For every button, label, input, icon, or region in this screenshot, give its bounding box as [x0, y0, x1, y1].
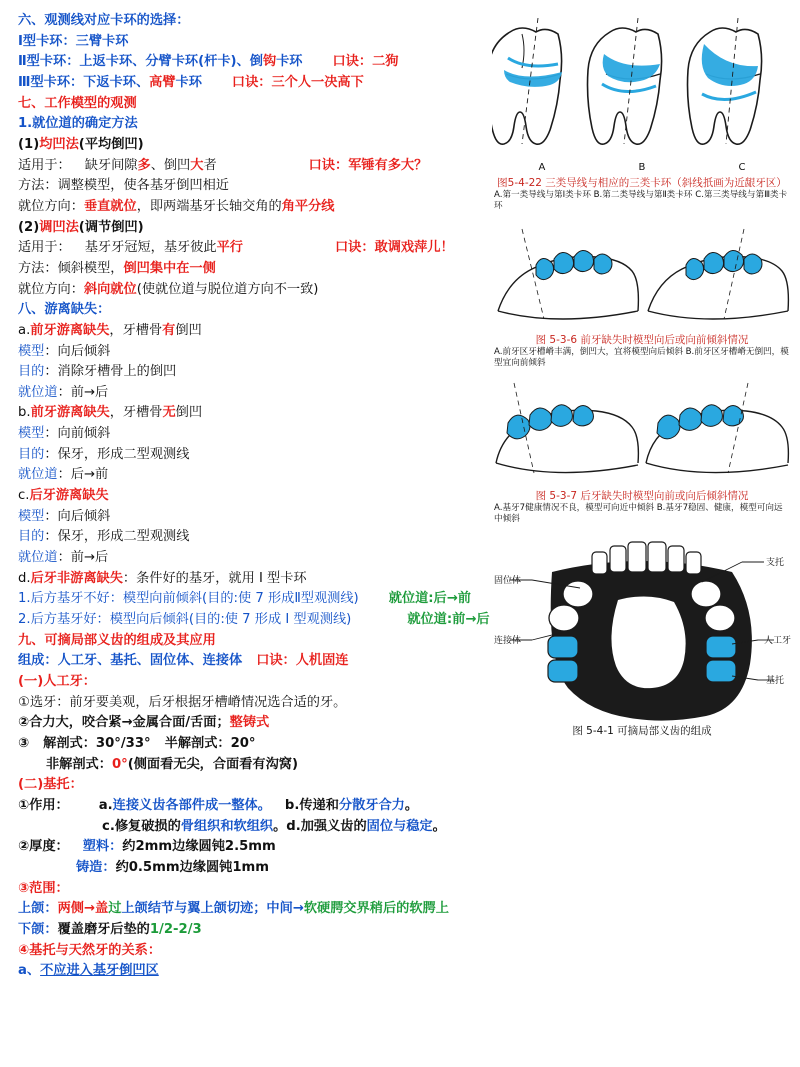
- item-2-text: ②合力大，咬合紧→金属合面/舌面；: [18, 715, 230, 731]
- lower-c: 1/2-2/3: [149, 921, 202, 937]
- sub-9-2-upper: [18, 900, 488, 917]
- rel-a-text: 不应进入基牙倒凹区: [40, 963, 159, 979]
- case-b-goal-text: ：保牙，形成二型观测线: [44, 446, 190, 462]
- section-9-components: [18, 652, 488, 669]
- case-a-model: [18, 343, 488, 360]
- sub-9-2-item-2b: [18, 859, 488, 876]
- item-4-note: (侧面看无尖，合面看有沟窝): [127, 756, 299, 772]
- section-7-sub-1: 1.就位道的确定方法: [18, 116, 138, 132]
- case-d-item-2: [18, 611, 488, 628]
- method-1-apply: [18, 157, 488, 174]
- components-mnemonic: 人机固连: [295, 653, 349, 669]
- figure-5-4-22-image: [492, 14, 792, 164]
- method-1-num: (1): [18, 136, 40, 152]
- figure-5-4-22-sub: A.第一类导线与第Ⅰ类卡环 B.第二类导线与第Ⅱ类卡环 C.第三类导线与第Ⅲ类卡环: [494, 190, 788, 212]
- method-text-2a: 倾斜模型，: [57, 260, 124, 276]
- case-a-has: 有: [162, 322, 176, 338]
- thickness-cast-value: 0.5mm: [128, 859, 180, 875]
- case-c-goal: [18, 528, 488, 545]
- apply-1d: 大: [190, 157, 204, 173]
- apply-1e: 者: [203, 157, 217, 173]
- upper-b: 过: [108, 901, 122, 917]
- dir-1a: 垂直就位: [83, 198, 137, 214]
- figure-5-4-22: [492, 14, 792, 213]
- func-a-num: a.: [98, 797, 113, 813]
- case-c-num: c.: [18, 488, 30, 504]
- clasp-type-3-b: 高臂: [149, 74, 176, 90]
- figure-5-4-1-caption: 图 5-4-1 可摘局部义齿的组成: [572, 724, 712, 737]
- text-column: [18, 12, 488, 979]
- thickness-cast-about: 约: [115, 859, 129, 875]
- mnemonic-label-2: 口诀：: [332, 54, 373, 70]
- figure-5-3-6-image: [492, 223, 792, 333]
- dir-label-1: 就位方向：: [18, 198, 84, 214]
- item-2-highlight: 整铸式: [229, 715, 270, 731]
- item-4-label: 非解剖式：: [46, 756, 112, 772]
- figure-5-3-7-caption: 图 5-3-7 后牙缺失时模型向前或向后倾斜情况: [535, 490, 749, 503]
- dir-1c: 角平分线: [281, 198, 335, 214]
- case-a-mid: ，牙槽骨: [109, 322, 163, 338]
- sub-9-2-item-2: [18, 838, 488, 855]
- thickness-resin-label: 塑料：: [82, 839, 123, 855]
- figure-5-4-22-caption: 图5-4-22 三类导线与相应的三类卡环（斜线扺画为近龈牙区）: [497, 177, 787, 189]
- thickness-resin-edge-value: 2.5mm: [224, 839, 276, 855]
- sub-9-2-lower: [18, 921, 488, 938]
- thickness-resin-edge: 边缘圆钝: [172, 839, 225, 855]
- lower-label: 下颌：: [18, 921, 58, 937]
- case-d-name: 后牙非游离缺失: [30, 570, 123, 586]
- sub-9-2-title: (二)基托：: [18, 777, 83, 793]
- sub-9-2-item-1b: [18, 818, 488, 835]
- case-b-path: [18, 466, 488, 483]
- figure-5-3-6-sub: A.前牙区牙槽嵴丰满，倒凹大，宜将模型向后倾斜 B.前牙区牙槽嵴无倒凹，模型宜向前倾斜: [494, 346, 789, 368]
- figure-5-3-6-caption: 图 5-3-6 前牙缺失时模型向后或向前倾斜情况: [535, 333, 749, 346]
- components-mnemonic-label: 口诀：: [256, 653, 296, 669]
- case-a-name: 前牙游离缺失: [30, 322, 110, 338]
- section-7-title: 七、工作模型的观测: [18, 95, 137, 111]
- case-b-num: b.: [18, 405, 31, 421]
- sub-9-2-item-3: ③范围：: [18, 880, 69, 896]
- case-b-name: 前牙游离缺失: [30, 405, 110, 421]
- clasp-type-1: Ⅰ型卡环：三臂卡环: [18, 33, 129, 49]
- label-artificial-tooth: 人工牙: [764, 635, 792, 646]
- label-rest: 支托: [766, 557, 785, 568]
- thickness-label: ②厚度：: [18, 839, 69, 855]
- func-d-text: 加强义齿的: [300, 818, 367, 834]
- figure-column: [492, 14, 792, 748]
- figure-5-4-1: [492, 536, 792, 738]
- func-c-highlight: 骨组织和软组织: [180, 818, 274, 834]
- case-c-path-label: 就位道: [18, 550, 58, 566]
- case-b-goal-label: 目的: [18, 446, 45, 462]
- case-a-goal-text: ：消除牙槽骨上的倒凹: [44, 364, 177, 380]
- apply-1c: 、倒凹: [150, 157, 191, 173]
- sub-9-1-title: (一)人工牙：: [18, 674, 96, 689]
- apply-1a: 缺牙间隙: [84, 157, 138, 173]
- sub-9-1-item-1: ①选牙：前牙要美观，后牙根据牙槽嵴情况选合适的牙。: [18, 694, 347, 710]
- mnemonic-label-m1: 口诀：: [308, 157, 349, 173]
- case-b-has: 无: [162, 405, 176, 421]
- thickness-cast-edge: 边缘圆钝: [179, 859, 233, 875]
- case-d-text: ：条件好的基牙，就用 I 型卡环: [122, 570, 307, 586]
- lower-a: 覆盖: [57, 921, 84, 937]
- clasp-type-2-b: 钩: [262, 54, 277, 70]
- upper-d: 软硬腭交界稍后的软腭上: [303, 901, 449, 917]
- section-8-title: 八、游离缺失：: [18, 302, 111, 318]
- figure-5-4-1-image: [492, 536, 792, 721]
- case-b-model: [18, 425, 488, 442]
- method-1-direction: [18, 198, 488, 215]
- figure-5-3-7: [492, 379, 792, 526]
- method-2-name: 调凹法: [39, 219, 79, 235]
- case-c-model-label: 模型: [18, 508, 45, 524]
- sub-9-2-item-4: ④基托与天然牙的关系：: [18, 942, 162, 958]
- label-base: 基托: [766, 675, 785, 686]
- apply-label-1: 适用于：: [18, 157, 71, 173]
- dir-2b: (使就位道与脱位道方向不一致): [136, 281, 319, 297]
- apply-label-2: 适用于：: [18, 240, 71, 256]
- case-d-title: [18, 570, 488, 587]
- mnemonic-3: 三个人一决高下: [271, 74, 364, 90]
- case-c-goal-text: ：保牙，形成二型观测线: [44, 529, 190, 545]
- case-d-item-1-text: 1.后方基牙不好：模型向前倾斜(目的:使 7 形成Ⅱ型观测线): [18, 591, 359, 607]
- method-2-method: [18, 260, 488, 277]
- case-a-goal: [18, 363, 488, 380]
- func-b-highlight: 分散牙合力: [338, 797, 405, 813]
- method-2-apply: [18, 239, 488, 256]
- method-1-alt: (平均倒凹): [78, 136, 144, 152]
- case-d-item-2-text: 2.后方基牙好：模型向后倾斜(目的:使 7 形成 I 型观测线): [18, 612, 352, 628]
- dir-label-2: 就位方向：: [18, 281, 84, 297]
- case-b-path-label: 就位道: [18, 467, 58, 483]
- func-d-end: 。: [432, 818, 446, 834]
- case-c-path: [18, 549, 488, 566]
- case-a-num: a.: [18, 322, 31, 338]
- case-a-path: [18, 384, 488, 401]
- item-3-semi: 半解剖式：20°: [164, 735, 256, 751]
- rel-a-num: a、: [18, 963, 41, 979]
- case-a-path-text: ：前→后: [57, 384, 109, 400]
- item-3-num: ③: [18, 735, 30, 751]
- label-retainer: 固位体: [494, 575, 522, 586]
- case-a-path-label: 就位道: [18, 384, 58, 400]
- mnemonic-label-m2: 口诀：: [335, 240, 375, 256]
- case-b-model-text: ：向前倾斜: [44, 426, 111, 442]
- method-1-name: 均凹法: [39, 136, 79, 152]
- method-1-method: [18, 177, 488, 194]
- case-a-goal-label: 目的: [18, 364, 45, 380]
- method-text-2b: 倒凹集中在一侧: [123, 260, 216, 276]
- case-b-model-label: 模型: [18, 426, 45, 442]
- clasp-type-2-c: 卡环: [276, 54, 303, 70]
- method-text-1: 调整模型，使各基牙倒凹相近: [57, 178, 229, 194]
- case-a-model-label: 模型: [18, 343, 45, 359]
- sub-9-1-item-4: [18, 756, 488, 773]
- upper-label: 上颌：: [18, 901, 58, 917]
- case-a-undercut: 倒凹: [175, 322, 202, 338]
- case-d-num: d.: [18, 570, 31, 586]
- apply-2b: 平行: [216, 240, 243, 256]
- label-connector: 连接体: [494, 635, 522, 646]
- case-b-title: [18, 404, 488, 421]
- dir-1b: ，即两端基牙长轴交角的: [136, 198, 282, 214]
- clasp-type-2-a: Ⅱ型卡环：上返卡环、分臂卡环(杆卡)、倒: [18, 54, 263, 70]
- case-c-goal-label: 目的: [18, 529, 45, 545]
- case-c-path-text: ：前→后: [57, 550, 109, 566]
- figure-letter-b: B: [638, 162, 646, 173]
- thickness-resin-about: 约: [122, 839, 136, 855]
- func-d-highlight: 固位与稳定: [366, 818, 433, 834]
- apply-2a: 基牙牙冠短，基牙彼此: [84, 240, 217, 256]
- figure-5-3-7-sub: A.基牙7健康情况不良，模型可向近中倾斜 B.基牙7稳固、健康，模型可向远中倾斜: [494, 503, 783, 525]
- method-2-title: [18, 219, 488, 236]
- func-d-num: 。d.: [273, 818, 301, 834]
- case-b-mid: ，牙槽骨: [109, 405, 163, 421]
- case-c-model-text: ：向后倾斜: [44, 508, 111, 524]
- clasp-type-3-a: Ⅲ型卡环：下返卡环、: [18, 74, 150, 90]
- clasp-type-3-c: 卡环: [175, 74, 202, 90]
- sub-9-1-item-2: [18, 714, 488, 731]
- func-b-text: 传递和: [299, 797, 339, 813]
- case-c-name: 后牙游离缺失: [29, 488, 109, 504]
- case-b-undercut: 倒凹: [175, 405, 203, 421]
- section-6-title: 六、观测线对应卡环的选择：: [18, 13, 190, 28]
- thickness-resin-value: 2mm: [135, 839, 173, 855]
- figure-letter-a: A: [538, 162, 546, 173]
- section-6-line-2: [18, 53, 488, 70]
- func-b-end: 。: [404, 797, 419, 813]
- case-b-goal: [18, 446, 488, 463]
- upper-a: 两侧→盖: [57, 901, 109, 917]
- case-b-path-text: ：后→前: [57, 467, 109, 483]
- section-6-line-1: [18, 33, 488, 50]
- mnemonic-label-3: 口诀：: [231, 74, 272, 90]
- sub-9-2-item-1: [18, 797, 488, 814]
- method-label-1: 方法：: [18, 178, 58, 194]
- figure-5-3-7-image: [492, 379, 792, 489]
- method-2-alt: (调节倒凹): [78, 219, 144, 235]
- func-c-num: c.: [102, 818, 115, 834]
- upper-c: 上颌结节与翼上颌切迹；中间→: [121, 901, 304, 917]
- components-list: 人工牙、基托、固位体、连接体: [57, 653, 243, 669]
- method-2-num: (2): [18, 219, 40, 235]
- func-c-text: 修复破损的: [114, 818, 181, 834]
- dir-2a: 斜向就位: [83, 281, 137, 297]
- func-b-num: b.: [284, 797, 300, 813]
- section-9-title: 九、可摘局部义齿的组成及其应用: [18, 632, 216, 648]
- method-2-direction: [18, 281, 488, 298]
- case-c-model: [18, 508, 488, 525]
- item-4-value: 0°: [111, 756, 128, 772]
- figure-5-3-6: [492, 223, 792, 370]
- mnemonic-m2: 敢调戏萍儿！: [374, 240, 454, 256]
- method-label-2: 方法：: [18, 260, 58, 276]
- figure-5-4-22-letters: [492, 162, 792, 173]
- components-label: 组成：: [18, 653, 58, 669]
- case-a-title: [18, 322, 488, 339]
- thickness-cast-label: 铸造：: [76, 859, 116, 875]
- lower-b: 磨牙后垫的: [83, 921, 150, 937]
- case-d-item-1: [18, 590, 488, 607]
- thickness-cast-edge-value: 1mm: [232, 859, 270, 875]
- section-6-line-3: [18, 74, 488, 91]
- case-d-item-2-path: 就位道:前→后: [407, 612, 490, 628]
- item-3-anatomic: 解剖式：30°/33°: [43, 735, 151, 751]
- func-a-text: 连接义齿各部件成一整体。: [112, 797, 271, 813]
- func-label: ①作用：: [18, 797, 69, 813]
- sub-9-1-item-3: [18, 735, 488, 752]
- figure-letter-c: C: [738, 162, 746, 173]
- case-d-item-1-path: 就位道:后→前: [388, 591, 471, 607]
- method-1-title: [18, 136, 488, 153]
- case-a-model-text: ：向后倾斜: [44, 343, 111, 359]
- apply-1b: 多: [137, 157, 151, 173]
- case-c-title: [18, 487, 488, 504]
- sub-9-2-item-4a: [18, 962, 488, 979]
- mnemonic-2: 二狗: [372, 54, 399, 70]
- mnemonic-m1: 军锤有多大？: [348, 157, 428, 173]
